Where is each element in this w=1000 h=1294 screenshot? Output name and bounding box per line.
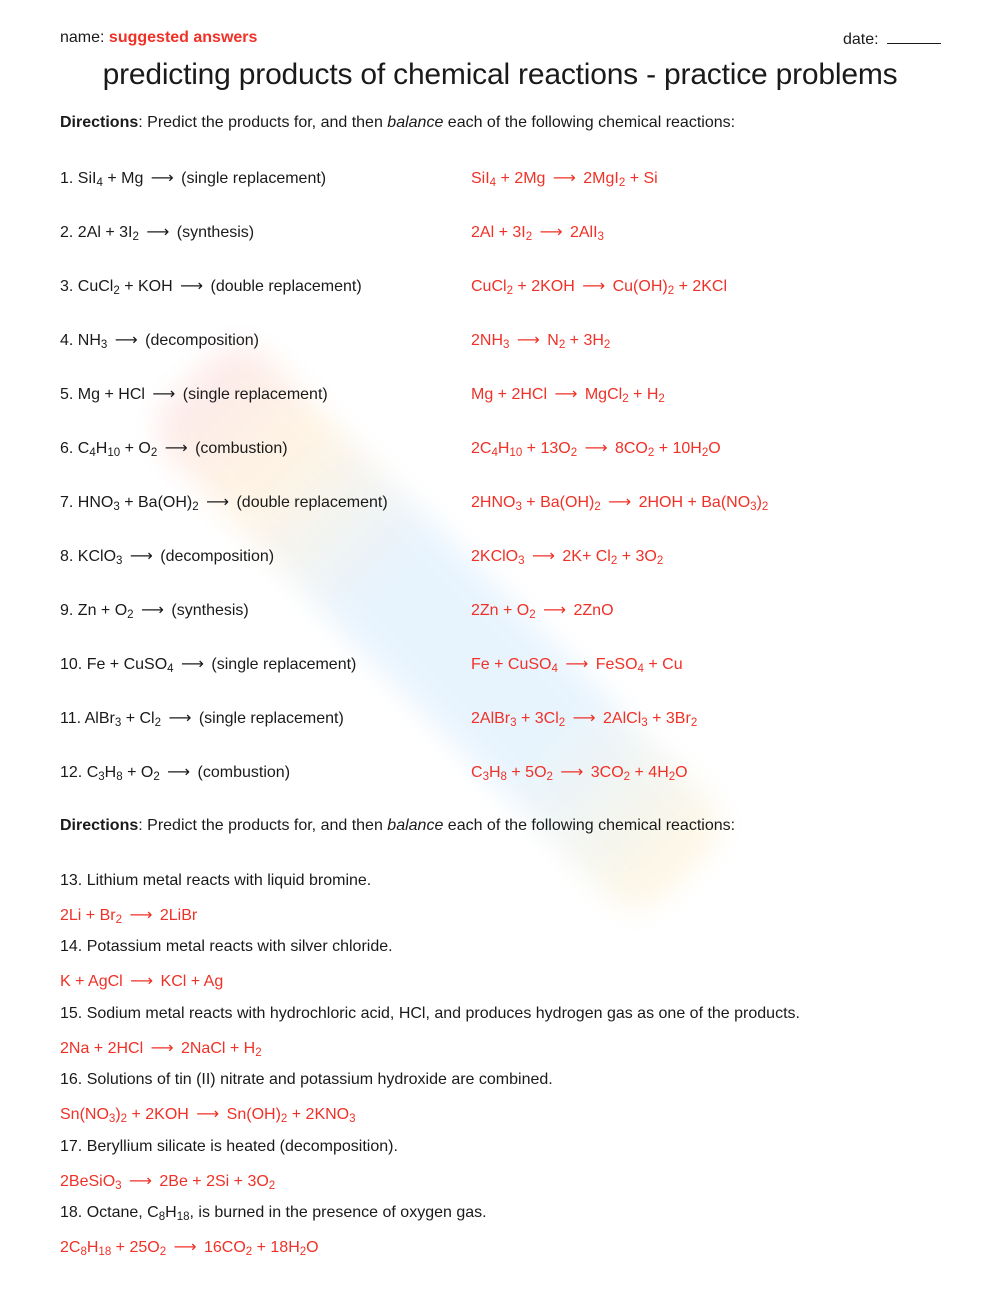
problem-row — [60, 654, 940, 678]
directions-part1 — [60, 114, 735, 132]
date-label: date: — [842, 31, 879, 48]
name-label: name: — [60, 29, 105, 46]
reaction-arrow-icon: ⟶ — [180, 278, 204, 295]
date-field — [843, 29, 941, 49]
problem-answer: CuCl$_2$ + 2KOH ⟶ $Cu(OH)_2 + 2KCl$ — [471, 278, 728, 297]
directions-label: Directions — [60, 817, 139, 834]
reaction-arrow-icon: ⟶ — [181, 656, 204, 673]
problem-row — [60, 492, 940, 516]
reaction-arrow-icon: ⟶ — [150, 170, 174, 187]
problem-answer: $2Zn + O_2$ ⟶ 2ZnO — [471, 602, 614, 621]
problem-question: 2. $2Al + 3I_2$ ⟶ (synthesis) — [60, 224, 255, 243]
reaction-arrow-icon: ⟶ — [560, 764, 584, 781]
problem-answer: Mg + 2HCl ⟶ MgCl$_2$ + $H_2$ — [471, 386, 665, 405]
directions-emphasis: balance — [387, 114, 444, 131]
directions-text: each of the following chemical reactions: — [443, 817, 736, 834]
problem-number: 3. — [60, 278, 78, 295]
word-problem-question: 16. Solutions of tin (II) nitrate and potassium hydroxide are combined. — [60, 1071, 553, 1089]
problem-answer: $2Al + 3I_2$ ⟶ 2AlI$_3$ — [471, 224, 604, 243]
reaction-arrow-icon: ⟶ — [150, 1039, 174, 1057]
date-blank-line — [887, 29, 941, 44]
problem-number: 11. — [60, 710, 85, 727]
problem-row — [60, 600, 940, 624]
problem-row — [60, 438, 940, 462]
problem-row — [60, 546, 940, 570]
reaction-arrow-icon: ⟶ — [167, 764, 191, 781]
reaction-arrow-icon: ⟶ — [146, 224, 170, 241]
problem-row — [60, 708, 940, 732]
reaction-arrow-icon: ⟶ — [129, 548, 153, 565]
problem-number: 1. — [60, 170, 78, 187]
problem-answer: 2KClO$_3$ ⟶ $2K+ Cl_2 + 3O_2$ — [471, 548, 664, 567]
problem-number: 7. — [60, 494, 78, 511]
reaction-arrow-icon: ⟶ — [206, 494, 230, 511]
problem-question: 8. KClO$_3$ ⟶ (decomposition) — [60, 548, 275, 567]
reaction-arrow-icon: ⟶ — [565, 656, 589, 673]
problem-number: 5. — [60, 386, 78, 403]
problem-question: 12. $C_3H_8 + O_2$ ⟶ (combustion) — [60, 764, 291, 783]
word-problem-question: 14. Potassium metal reacts with silver chloride. — [60, 938, 393, 956]
problem-question: 3. CuCl$_2$ + KOH ⟶ (double replacement) — [60, 278, 362, 297]
directions-label: Directions — [60, 114, 139, 131]
reaction-arrow-icon: ⟶ — [141, 602, 164, 619]
directions-text: each of the following chemical reactions: — [443, 114, 736, 131]
reaction-arrow-icon: ⟶ — [129, 1172, 152, 1190]
reaction-arrow-icon: ⟶ — [168, 710, 192, 727]
reaction-arrow-icon: ⟶ — [196, 1106, 220, 1124]
problem-row — [60, 762, 940, 786]
reaction-arrow-icon: ⟶ — [516, 332, 540, 349]
problem-number: 12. — [60, 764, 87, 781]
reaction-arrow-icon: ⟶ — [130, 973, 154, 991]
reaction-arrow-icon: ⟶ — [554, 386, 578, 403]
problem-answer: $2NH_3$ ⟶ $N_2 + 3H_2$ — [471, 332, 611, 351]
problem-answer: Fe + CuSO$_4$ ⟶ FeSO$_4$ + Cu — [471, 656, 683, 675]
problem-answer: $2C_4H_{10} + 13O_2$ ⟶ $8CO_2 + 10H_2O$ — [471, 440, 721, 459]
reaction-arrow-icon: ⟶ — [164, 440, 188, 457]
word-problem-question: 18. Octane, $C_8H_{18}$, is burned in the presence of oxygen gas. — [60, 1204, 487, 1223]
reaction-arrow-icon: ⟶ — [584, 440, 608, 457]
problem-question: 1. SiI$_4$ + Mg ⟶ (single replacement) — [60, 170, 327, 189]
problem-row — [60, 384, 940, 408]
word-problem-answer: K + AgCl ⟶ KCl + Ag — [60, 973, 224, 991]
page-title: predicting products of chemical reactions - practice problems — [102, 58, 898, 91]
problem-row — [60, 222, 940, 246]
problem-number: 2. — [60, 224, 78, 241]
word-problem-answer: $2C_8H_{18} + 25O_2$ ⟶ $16CO_2 + 18H_2O$ — [60, 1239, 319, 1258]
problem-number: 6. — [60, 440, 78, 457]
directions-emphasis: balance — [387, 817, 444, 834]
problem-question: 10. Fe + CuSO$_4$ ⟶ (single replacement) — [60, 656, 357, 675]
word-problem-question: 13. Lithium metal reacts with liquid bromine. — [60, 872, 372, 889]
reaction-arrow-icon: ⟶ — [543, 602, 567, 619]
reaction-arrow-icon: ⟶ — [539, 224, 563, 241]
worksheet-header — [60, 29, 941, 51]
reaction-arrow-icon: ⟶ — [531, 548, 555, 565]
word-problem-question: 17. Beryllium silicate is heated (decomposition). — [60, 1137, 398, 1155]
word-problem-answer: $2Li + Br_2$ ⟶ 2LiBr — [60, 907, 198, 926]
problem-answer: 2AlBr$_3$ + $3Cl_2$ ⟶ 2AlCl$_3$ + $3Br_2$ — [471, 710, 698, 729]
problem-question: 7. $HNO_3 + Ba(OH)_2$ ⟶ (double replacement) — [60, 494, 388, 513]
problem-answer: SiI$_4$ + 2Mg ⟶ 2MgI$_2$ + Si — [471, 170, 658, 189]
problem-question: 11. AlBr$_3$ + $Cl_2$ ⟶ (single replacement) — [60, 710, 344, 729]
problem-number: 8. — [60, 548, 78, 565]
problem-answer: $C_3H_8 + 5O_2$ ⟶ $3CO_2 + 4H_2O$ — [471, 764, 688, 783]
word-problem-answer: $Sn(NO_3)_2 + 2KOH$ ⟶ $Sn(OH)_2 + 2KNO_3$ — [60, 1106, 356, 1126]
problem-question: 6. $C_4H_{10} + O_2$ ⟶ (combustion) — [60, 440, 288, 459]
problem-number: 9. — [60, 602, 78, 619]
reaction-arrow-icon: ⟶ — [173, 1239, 197, 1256]
problem-row — [60, 276, 940, 300]
directions-text: : Predict the products for, and then — [138, 114, 388, 131]
word-problem-question: 15. Sodium metal reacts with hydrochloric acid, HCl, and produces hydrogen gas as one of the products. — [60, 1004, 800, 1022]
directions-text: : Predict the products for, and then — [138, 817, 388, 834]
name-field — [60, 29, 257, 47]
name-value: suggested answers — [108, 29, 258, 46]
problem-number: 4. — [60, 332, 78, 349]
problem-answer: $2HNO_3 + Ba(OH)_2$ ⟶ $2HOH + Ba(NO_3)_2$ — [471, 494, 769, 513]
problem-row — [60, 330, 940, 354]
problem-question: 5. Mg + HCl ⟶ (single replacement) — [60, 386, 328, 403]
reaction-arrow-icon: ⟶ — [552, 170, 576, 187]
reaction-arrow-icon: ⟶ — [608, 494, 632, 511]
reaction-arrow-icon: ⟶ — [572, 710, 596, 727]
reaction-arrow-icon: ⟶ — [114, 332, 138, 349]
problem-question: 4. $NH_3$ ⟶ (decomposition) — [60, 332, 259, 351]
directions-part2 — [60, 817, 735, 835]
word-problem-answer: 2BeSiO$_3$ ⟶ $2Be + 2Si + 3O_2$ — [60, 1172, 276, 1192]
reaction-arrow-icon: ⟶ — [152, 386, 176, 403]
problem-number: 10. — [60, 656, 87, 673]
word-problem-answer: 2Na + 2HCl ⟶ 2NaCl + $H_2$ — [60, 1039, 262, 1059]
problem-question: 9. $Zn + O_2$ ⟶ (synthesis) — [60, 602, 249, 621]
reaction-arrow-icon: ⟶ — [582, 278, 606, 295]
reaction-arrow-icon: ⟶ — [129, 907, 153, 924]
problem-row — [60, 168, 940, 192]
